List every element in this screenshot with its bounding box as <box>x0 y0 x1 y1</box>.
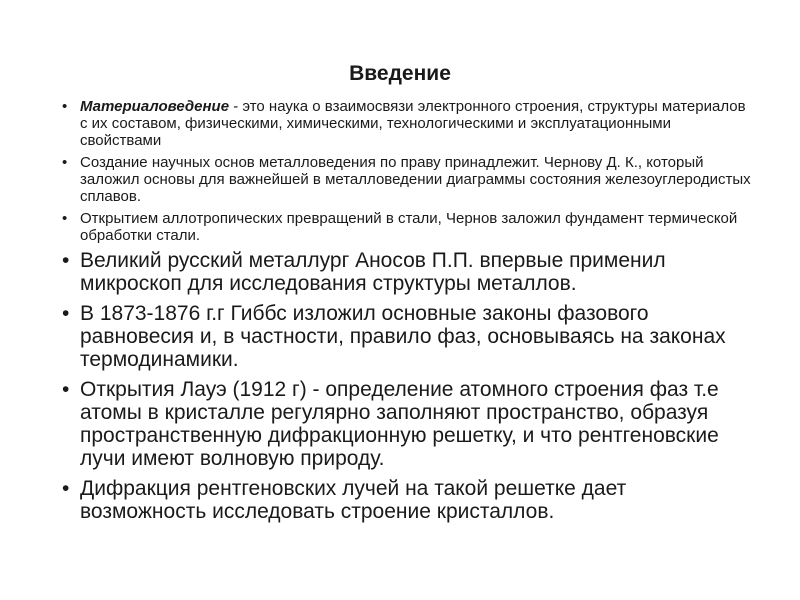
bullet-item-xray-diffraction <box>62 477 752 523</box>
bullet-item-chernov-heat-treatment <box>62 210 752 244</box>
bullet-text: Открытия Лауэ (1912 г) - определение атомного строения фаз т.е атомы в кристалле регулярно заполняют пространство, образуя пространственную дифракционную решетку, и что рентгеновские лучи имеют волновую природу. <box>80 378 719 470</box>
bullet-item-chernov-foundations <box>62 154 752 205</box>
bullet-item-gibbs <box>62 302 752 371</box>
bullet-item-laue <box>62 378 752 470</box>
bullet-text: Дифракция рентгеновских лучей на такой решетке дает возможность исследовать строение кристаллов. <box>80 477 627 523</box>
bullet-text: В 1873-1876 г.г Гиббс изложил основные законы фазового равновесия и, в частности, правило фаз, основываясь на законах термодинамики. <box>80 302 726 371</box>
bullet-text: Создание научных основ металловедения по праву принадлежит. Чернову Д. К., который заложил основы для важнейшей в металловедении диаграммы состояния железоуглеродистых сплавов. <box>80 154 751 205</box>
bullet-text: Великий русский металлург Аносов П.П. впервые применил микроскоп для исследования структуры металлов. <box>80 249 666 295</box>
bullet-term: Материаловедение <box>80 98 230 115</box>
bullet-item-definition <box>62 98 752 149</box>
slide-title: Введение <box>349 62 451 85</box>
bullet-item-anosov <box>62 249 752 295</box>
bullet-list <box>62 98 752 530</box>
bullet-text: Открытием аллотропических превращений в стали, Чернов заложил фундамент термической обработки стали. <box>80 210 738 244</box>
bullet-text: - это наука о взаимосвязи электронного строения, структуры материалов с их составом, физическими, химическими, технологическими и эксплуатационными свойствами <box>80 98 746 149</box>
